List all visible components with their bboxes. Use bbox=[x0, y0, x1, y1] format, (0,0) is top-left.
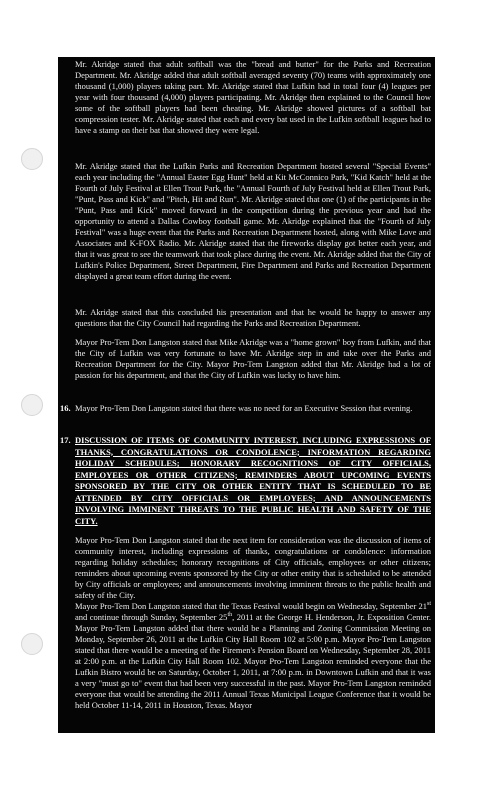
paragraph-upcoming-events bbox=[75, 601, 431, 711]
paragraph-conclusion: Mr. Akridge stated that this concluded his presentation and that he would be happy to answer any questions that the City Council had regarding the Parks and Recreation Department. bbox=[75, 307, 431, 328]
binder-hole-middle bbox=[21, 394, 43, 416]
scanned-page bbox=[58, 57, 435, 733]
events-text-part-3: , 2011 at the George H. Henderson, Jr. Exposition Center. Mayor Pro-Tem Langston added that there would be a Planning and Zoning Commission Meeting on Monday, September 26, 2011 at the Lufkin City Hall Room 102 at 5:00 p.m. Mayor Pro-Tem Langston stated that there would be a meeting of the Firemen's Pension Board on Wednesday, September 28, 2011 at 2:00 p.m. at the Lufkin City Hall Room 102. Mayor Pro-Tem Langston reminded everyone that the Lufkin Bistro would be on Saturday, October 1, 2011, at 7:00 p.m. in Downtown Lufkin and that it was a very "must go to" event that had been very successful in the past. Mayor Pro-Tem Langston reminded everyone that would be attending the 2011 Annual Texas Municipal League Conference that it would be held October 11-14, 2011 in Houston, Texas. Mayor bbox=[75, 612, 432, 710]
item-number: 16. bbox=[60, 403, 71, 413]
events-text-part-2: and continue through Sunday, September 25 bbox=[75, 612, 228, 622]
paragraph-langston-remarks: Mayor Pro-Tem Don Langston stated that Mike Akridge was a "home grown" boy from Lufkin, and that the City of Lufkin was very fortunate to have Mr. Akridge step in and take over the Parks and Recreation Department for the City. Mayor Pro-Tem Langston added that Mr. Akridge had a lot of passion for his department, and that the City of Lufkin was lucky to have him. bbox=[75, 337, 431, 380]
binder-hole-bottom bbox=[21, 633, 43, 655]
paragraph-community-interest: Mayor Pro-Tem Don Langston stated that the next item for consideration was the discussion of items of community interest, including expressions of thanks, congratulations or condolence: information regarding holiday schedules; honorary recognitions of City officials, employees or other citizens; reminders about upcoming events sponsored by the City or other entity that is scheduled to be attended by City officials or employees; and announcements involving imminent threats to the public health and safety of the City. bbox=[75, 535, 431, 600]
binder-hole-top bbox=[21, 148, 43, 170]
agenda-item-16 bbox=[60, 403, 431, 414]
ordinal-suffix: th bbox=[227, 612, 233, 619]
item-16-text: Mayor Pro-Tem Don Langston stated that there was no need for an Executive Session that evening. bbox=[75, 403, 413, 413]
item-number: 17. bbox=[60, 435, 71, 445]
item-17-heading: DISCUSSION OF ITEMS OF COMMUNITY INTEREST, INCLUDING EXPRESSIONS OF THANKS, CONGRATULATIONS OR CONDOLENCE; INFORMATION REGARDING HOLIDAY SCHEDULES; HONORARY RECOGNITIONS OF CITY OFFICIALS, EMPLOYEES OR OTHER CITIZENS; REMINDERS ABOUT UPCOMING EVENTS SPONSORED BY THE CITY OR OTHER ENTITY THAT IS SCHEDULED TO BE ATTENDED BY CITY OFFICIALS OR EMPLOYEES; AND ANNOUNCEMENTS INVOLVING IMMINENT THREATS TO THE PUBLIC HEALTH AND SAFETY OF THE CITY. bbox=[75, 435, 431, 526]
ordinal-suffix: st bbox=[426, 601, 431, 608]
events-text-part-1: Mayor Pro-Tem Don Langston stated that the Texas Festival would begin on Wednesday, September 21 bbox=[75, 601, 427, 611]
agenda-item-17 bbox=[60, 435, 431, 527]
paragraph-special-events: Mr. Akridge stated that the Lufkin Parks and Recreation Department hosted several "Special Events" each year including the "Annual Easter Egg Hunt" held at Kit McConnico Park, "Kid Katch" held at the Fourth of July Festival at Ellen Trout Park, the "Annual Fourth of July Festival held at Ellen Trout Park, "Punt, Pass and Kick" and "Pitch, Hit and Run". Mr. Akridge stated that one (1) of the participants in the "Punt, Pass and Kick" moved forward in the competition during the previous year and had the opportunity to attend a Dallas Cowboy football game. Mr. Akridge explained that the "Fourth of July Festival" was a huge event that the Parks and Recreation Department hosted, along with Mike Love and Associates and K-FOX Radio. Mr. Akridge stated that the fireworks display got better each year, and that it was great to see the teamwork that took place during the event. Mr. Akridge added that the City of Lufkin's Police Department, Street Department, Fire Department and Parks and Recreation Department displayed a great team effort during the event. bbox=[75, 161, 431, 281]
paragraph-softball: Mr. Akridge stated that adult softball was the "bread and butter" for the Parks and Recreation Department. Mr. Akridge added that adult softball averaged seventy (70) teams with approximately one thousand (1,000) players taking part. Mr. Akridge stated that Lufkin had in total four (4) leagues per year with four thousand (4,000) players participating. Mr. Akridge then explained to the Council how some of the softball players had been cheating. Mr. Akridge showed pictures of a softball bat compression tester. Mr. Akridge stated that each and every bat used in the Lufkin softball leagues had to have a stamp on their bat that showed they were legal. bbox=[75, 59, 431, 135]
